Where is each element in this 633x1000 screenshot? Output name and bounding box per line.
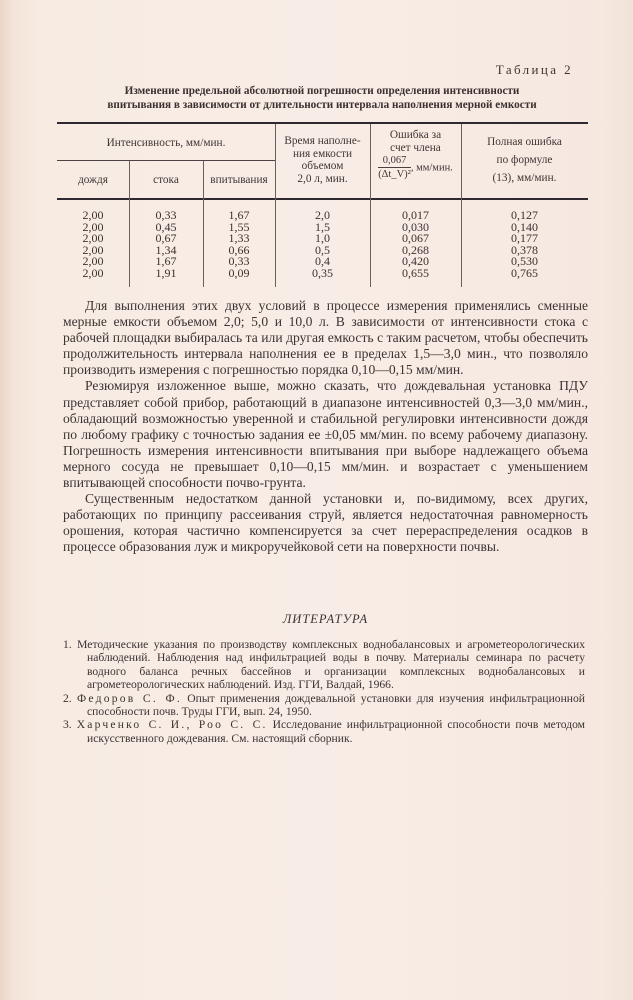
column-infiltration	[203, 210, 275, 279]
header-fill-time-line: ния емкости	[292, 147, 353, 160]
cell: 0,35	[312, 265, 333, 280]
header-fill-time	[275, 135, 370, 185]
paragraph: Резюмируя изложенное выше, можно сказать, что дождевальная установка ПДУ представляет собой прибор, работающий в диапазоне интенсивностей 0,3—3,0 мм/мин., обладающий возможностью уверенной и стабильной регулировки интенсивности дождя по любому графику с точностью задания ее ±0,05 мм/мин. по всему рабочему диапазону. Погрешность измерения интенсивности впитывания при выборе надлежащего объема мерного сосуда не превышает 0,10—0,15 мм/мин. и возрастает с уменьшением впитывающей способности почво-грунта.	[63, 378, 588, 491]
header-error-term-line: Ошибка за	[389, 129, 442, 141]
reference-number: 3.	[63, 718, 72, 732]
cell: 1,55	[228, 219, 250, 234]
header-total-error-line: Полная ошибка	[487, 136, 562, 148]
header-intensity-group: Интенсивность, мм/мин.	[106, 137, 226, 149]
reference-list	[63, 638, 585, 745]
header-fill-time-line: Время наполне-	[284, 135, 361, 147]
cell: 1,67	[228, 208, 250, 222]
error-term-unit: , мм/мин.	[410, 162, 453, 174]
header-total-error-line: по формуле	[496, 154, 553, 166]
header-infiltration: впитывания	[210, 174, 268, 186]
cell: 0,09	[228, 265, 250, 280]
cell: 0,378	[511, 242, 538, 257]
column-fill-time	[275, 210, 370, 279]
cell: 2,00	[82, 231, 104, 245]
cell: 0,268	[402, 242, 429, 257]
column-error-term	[370, 210, 461, 279]
cell: 2,00	[82, 219, 104, 234]
table-top-rule	[57, 122, 588, 124]
table-number: Таблица 2	[495, 62, 573, 77]
cell: 1,67	[155, 254, 177, 268]
cell: 2,00	[82, 208, 104, 222]
header-bottom-rule	[57, 198, 588, 200]
cell: 2,00	[82, 265, 104, 280]
fraction-denominator: (Δt_V)²	[378, 169, 411, 180]
cell: 1,91	[155, 265, 177, 280]
fraction-numerator: 0,067	[378, 155, 411, 168]
table-caption-line-2: впитывания в зависимости от длительности интервала наполнения мерной емкости	[107, 99, 537, 111]
cell: 1,33	[228, 231, 250, 245]
literature-heading: ЛИТЕРАТУРА	[282, 612, 369, 626]
header-total-error	[461, 133, 588, 187]
header-fill-time-line: 2,0 л, мин.	[297, 172, 348, 185]
reference-number: 2.	[63, 691, 72, 705]
cell: 0,030	[402, 219, 429, 234]
paragraph: Для выполнения этих двух условий в процессе измерения применялись сменные мерные емкости объемом 2,0; 5,0 и 10,0 л. В зависимости от интенсивности стока с рабочей площадки выбиралась та или другая емкость с таким расчетом, чтобы обеспечить продолжительность интервала наполнения ее в пределах 1,5—3,0 мин., что позволяло производить измерения с погрешностью порядка 0,10—0,15 мм/мин.	[63, 298, 588, 378]
column-rain	[57, 210, 129, 279]
cell: 2,00	[82, 242, 104, 257]
fraction	[378, 155, 411, 181]
reference-text: Методические указания по производству комплексных воднобалансовых и агрометеорологических наблюдений. Наблюдения над инфильтрацией воды в почву. Материалы семинара по расчету водного баланса речных бассейнов и организации комплексных воднобалансовых и агрометеорологических наблюдений. Изд. ГГИ, Валдай, 1966.	[77, 638, 585, 692]
cell: 0,33	[228, 254, 250, 268]
cell: 1,0	[315, 231, 330, 245]
cell: 0,127	[511, 208, 538, 222]
reference-author: Харченко С. И., Роо С. С.	[76, 718, 268, 732]
cell: 0,067	[402, 231, 429, 245]
cell: 1,34	[155, 242, 177, 257]
reference-item	[63, 692, 585, 719]
error-term-formula	[370, 155, 461, 181]
table-caption	[56, 84, 588, 112]
reference-author: Федоров С. Ф.	[77, 691, 182, 705]
cell: 0,33	[155, 208, 177, 222]
table-caption-line-1: Изменение предельной абсолютной погрешности определения интенсивности	[124, 85, 520, 97]
cell: 0,655	[402, 265, 429, 280]
cell: 0,45	[155, 219, 177, 234]
header-error-term-line: счет члена	[390, 141, 441, 154]
cell: 1,5	[315, 219, 330, 234]
cell: 0,017	[402, 208, 429, 222]
cell: 0,5	[315, 242, 330, 257]
cell: 2,00	[82, 254, 104, 268]
column-runoff	[129, 210, 203, 279]
header-runoff: стока	[153, 174, 179, 186]
column-total-error	[461, 210, 588, 279]
cell: 0,4	[315, 254, 330, 268]
reference-item	[63, 718, 585, 745]
body-text	[63, 298, 588, 556]
paragraph: Существенным недостатком данной установки и, по-видимому, всех других, работающих по принципу рассеивания струй, является недостаточная равномерность орошения, которая частично компенсируется за счет перераспределения осадков в процессе образования луж и микроручейковой сети на поверхности почвы.	[63, 491, 588, 555]
cell: 0,420	[402, 254, 429, 268]
cell: 0,67	[155, 231, 177, 245]
cell: 0,66	[228, 242, 250, 257]
reference-number: 1.	[63, 638, 72, 651]
header-rain: дождя	[78, 174, 108, 186]
header-fill-time-line: объемом	[301, 160, 344, 172]
cell: 0,765	[511, 265, 538, 280]
subheader-rule	[57, 160, 275, 161]
header-error-term	[370, 129, 461, 181]
cell: 0,140	[511, 219, 538, 234]
header-total-error-line: (13), мм/мин.	[492, 172, 557, 184]
reference-item	[63, 638, 585, 692]
reference-text: Опыт применения дождевальной установки для изучения инфильтрационной способности почв. Труды ГГИ, вып. 24, 1950.	[87, 691, 585, 719]
cell: 0,177	[511, 231, 538, 245]
cell: 2,0	[315, 208, 330, 222]
reference-text: Исследование инфильтрационной способности почв методом искусственного дождевания. См. настоящий сборник.	[87, 718, 586, 745]
cell: 0,530	[511, 254, 538, 268]
